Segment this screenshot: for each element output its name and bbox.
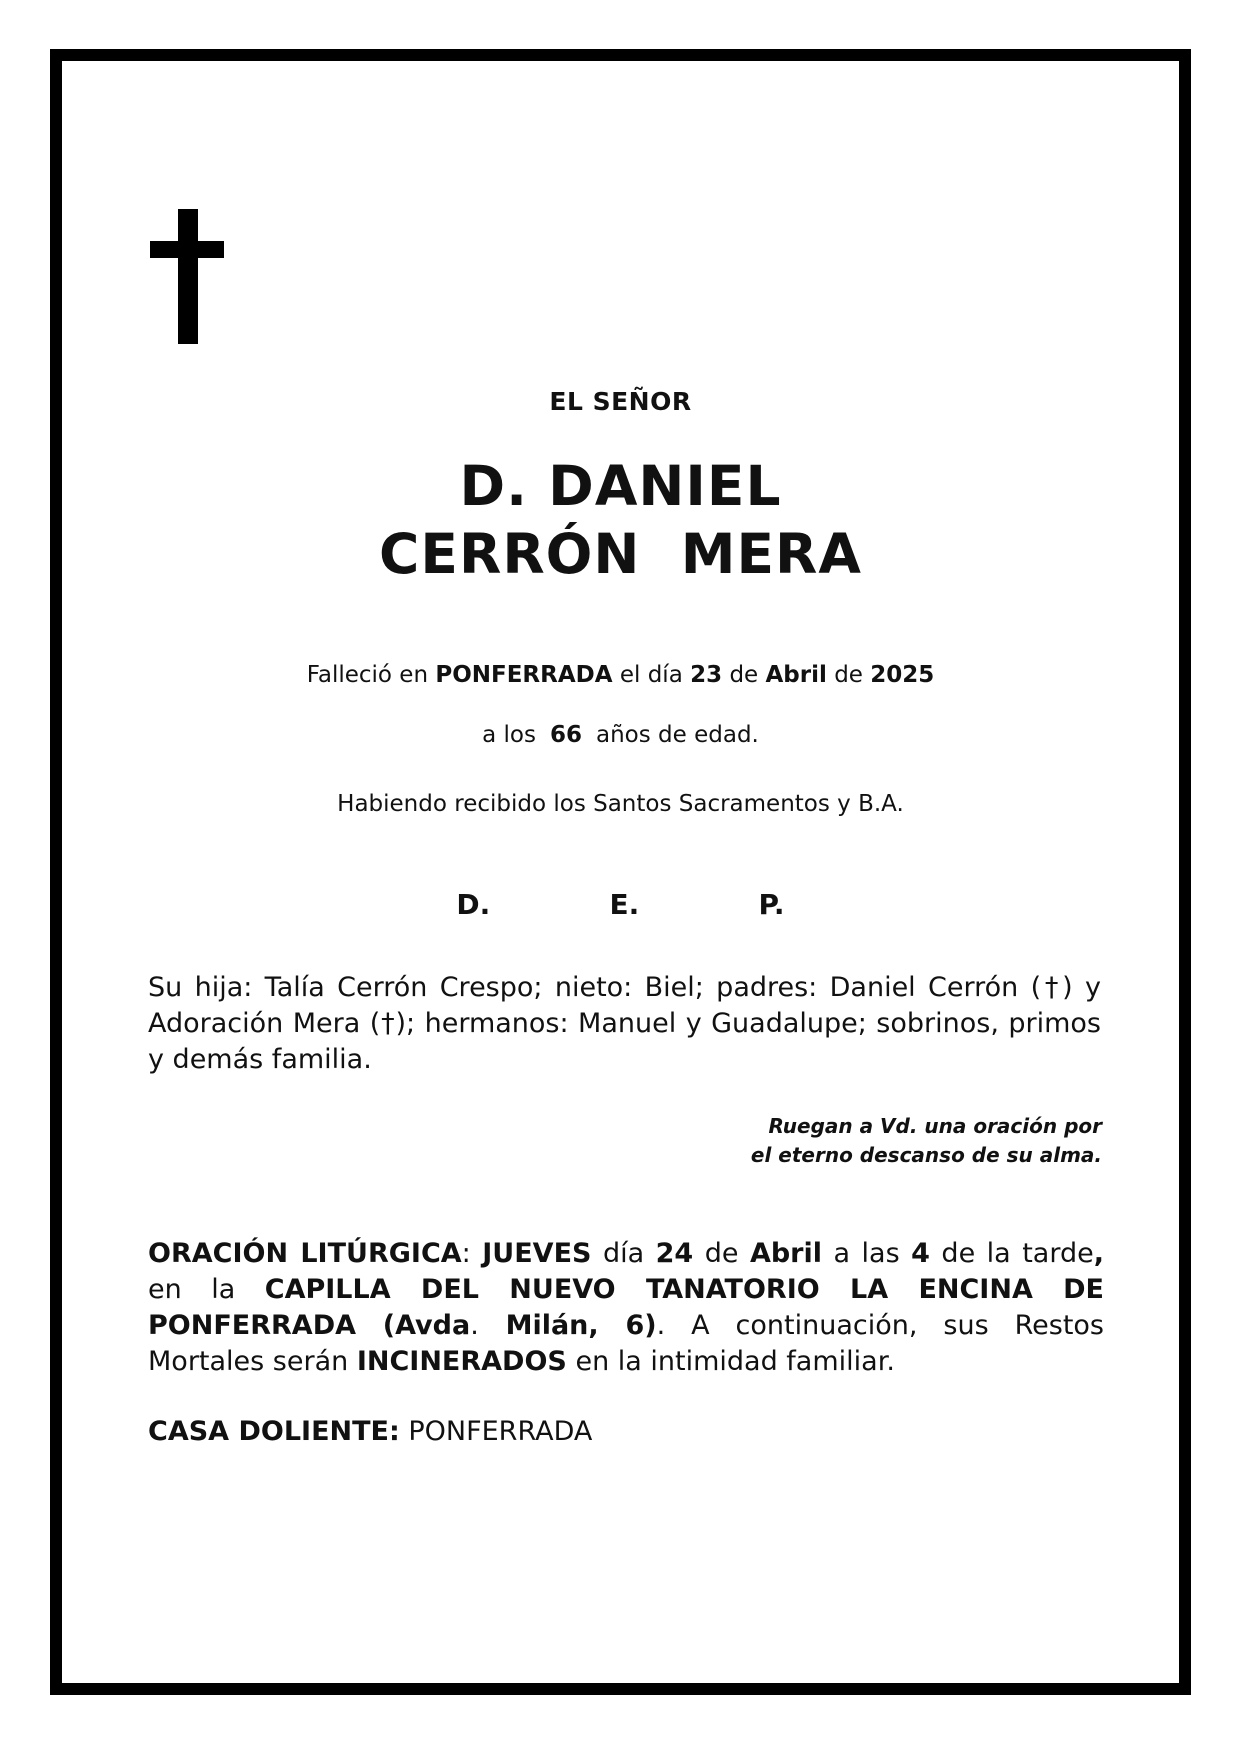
ceremony-label: ORACIÓN LITÚRGICA [148,1238,462,1269]
death-year: 2025 [870,662,935,688]
death-place: PONFERRADA [435,662,613,688]
deceased-name [0,452,1241,588]
deceased-name-line2: CERRÓN MERA [379,522,862,586]
honorific-title: EL SEÑOR [549,387,692,416]
ceremony-address: Milán, 6) [478,1310,657,1341]
ceremony-weekday: JUEVES [482,1238,592,1269]
death-line: Falleció en PONFERRADA el día 23 de Abril de 2025 [306,662,935,688]
ceremony-month: Abril [749,1238,823,1269]
prayer-request: Ruegan a Vd. una oración por el eterno descanso de su alma. [750,1114,1102,1167]
latin-cross-icon [150,209,224,344]
mourning-house [148,1416,592,1447]
ceremony-venue: CAPILLA DEL NUEVO TANATORIO LA ENCINA DE PONFERRADA (Avda [148,1274,1104,1341]
mourning-house-value: PONFERRADA [399,1416,593,1447]
family-paragraph: Su hija: Talía Cerrón Crespo; nieto: Biel; padres: Daniel Cerrón (†) y Adoración Mera (†); hermanos: Manuel y Guadalupe; sobrinos, primos y demás familia. [148,972,1101,1075]
ceremony-hour: 4 [911,1238,930,1269]
death-day: 23 [690,662,723,688]
age-line: a los 66 años de edad. [482,722,759,748]
deceased-name-line1: D. DANIEL [459,454,782,518]
ceremony-paragraph: ORACIÓN LITÚRGICA: JUEVES día 24 de Abril a las 4 de la tarde, en la CAPILLA DEL NUEVO TANATORIO LA ENCINA DE PONFERRADA (Avda. Milán, 6). A continuación, sus Restos Mortales serán INCINERADOS en la intimidad familiar. [148,1238,1113,1377]
death-month: Abril [765,662,827,688]
ceremony-day: 24 [655,1238,694,1269]
dep-initials: D. E. P. [456,888,785,921]
age-value: 66 [549,722,582,748]
sacraments-line: Habiendo recibido los Santos Sacramentos y B.A. [337,791,904,817]
mourning-house-label: CASA DOLIENTE: [148,1416,400,1447]
ceremony-disposition: INCINERADOS [356,1346,567,1377]
